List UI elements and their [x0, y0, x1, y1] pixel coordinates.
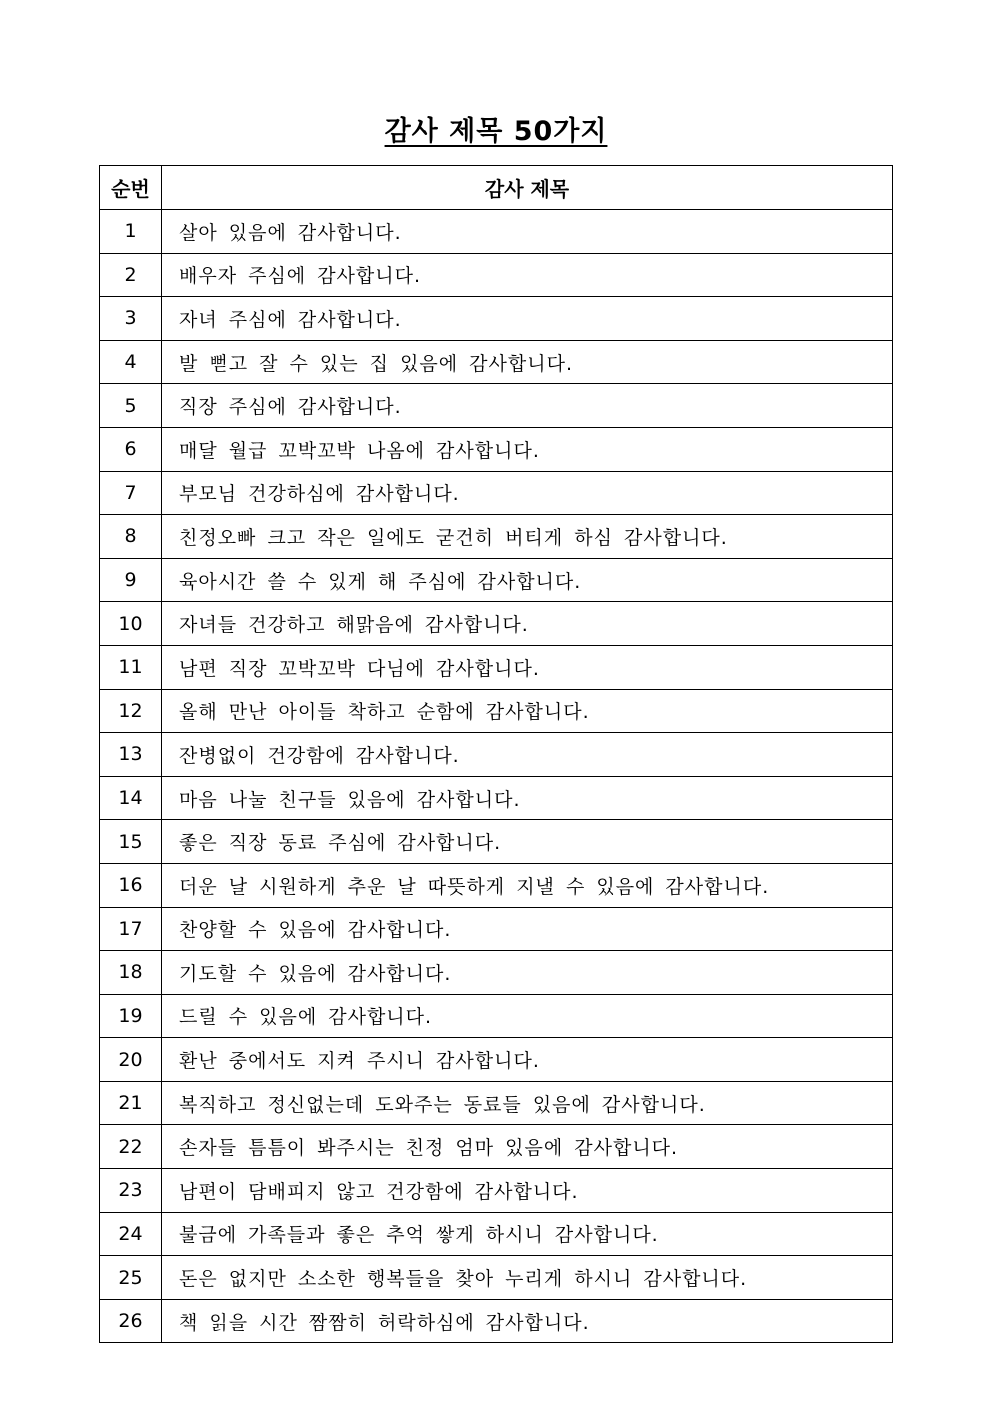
table-row [100, 253, 893, 297]
table-row [100, 1038, 893, 1082]
row-number: 23 [100, 1169, 162, 1213]
table-row [100, 210, 893, 254]
row-number: 9 [100, 558, 162, 602]
table-row [100, 1212, 893, 1256]
row-text: 부모님 건강하심에 감사합니다. [162, 471, 893, 515]
row-number: 11 [100, 645, 162, 689]
row-number: 14 [100, 776, 162, 820]
table-row [100, 1081, 893, 1125]
row-number: 16 [100, 863, 162, 907]
table-row [100, 471, 893, 515]
table-row [100, 820, 893, 864]
row-number: 21 [100, 1081, 162, 1125]
row-number: 24 [100, 1212, 162, 1256]
row-text: 환난 중에서도 지켜 주시니 감사합니다. [162, 1038, 893, 1082]
table-row [100, 297, 893, 341]
row-text: 직장 주심에 감사합니다. [162, 384, 893, 428]
table-row [100, 907, 893, 951]
row-text: 마음 나눌 친구들 있음에 감사합니다. [162, 776, 893, 820]
row-text: 남편 직장 꼬박꼬박 다님에 감사합니다. [162, 645, 893, 689]
table-row [100, 558, 893, 602]
row-number: 2 [100, 253, 162, 297]
row-number: 19 [100, 994, 162, 1038]
document-title-wrapper [0, 112, 992, 152]
table-row [100, 994, 893, 1038]
row-number: 7 [100, 471, 162, 515]
table-header [100, 166, 893, 210]
row-number: 5 [100, 384, 162, 428]
row-text: 발 뻗고 잘 수 있는 집 있음에 감사합니다. [162, 340, 893, 384]
row-number: 6 [100, 427, 162, 471]
row-number: 15 [100, 820, 162, 864]
row-text: 드릴 수 있음에 감사합니다. [162, 994, 893, 1038]
table-row [100, 1299, 893, 1343]
table-row [100, 384, 893, 428]
row-text: 올해 만난 아이들 착하고 순함에 감사합니다. [162, 689, 893, 733]
row-number: 22 [100, 1125, 162, 1169]
row-number: 3 [100, 297, 162, 341]
row-text: 더운 날 시원하게 추운 날 따뜻하게 지낼 수 있음에 감사합니다. [162, 863, 893, 907]
table-row [100, 515, 893, 559]
row-text: 배우자 주심에 감사합니다. [162, 253, 893, 297]
table-body [100, 210, 893, 1343]
row-number: 8 [100, 515, 162, 559]
table-row [100, 951, 893, 995]
row-number: 17 [100, 907, 162, 951]
row-number: 10 [100, 602, 162, 646]
row-text: 육아시간 쓸 수 있게 해 주심에 감사합니다. [162, 558, 893, 602]
row-number: 18 [100, 951, 162, 995]
row-text: 잔병없이 건강함에 감사합니다. [162, 733, 893, 777]
row-number: 4 [100, 340, 162, 384]
header-title: 감사 제목 [162, 166, 893, 210]
row-number: 1 [100, 210, 162, 254]
table-row [100, 427, 893, 471]
gratitude-table [99, 165, 893, 1343]
row-text: 매달 월급 꼬박꼬박 나옴에 감사합니다. [162, 427, 893, 471]
table-row [100, 1125, 893, 1169]
table-row [100, 863, 893, 907]
header-number: 순번 [100, 166, 162, 210]
row-text: 돈은 없지만 소소한 행복들을 찾아 누리게 하시니 감사합니다. [162, 1256, 893, 1300]
row-text: 자녀 주심에 감사합니다. [162, 297, 893, 341]
row-text: 기도할 수 있음에 감사합니다. [162, 951, 893, 995]
row-number: 25 [100, 1256, 162, 1300]
row-number: 26 [100, 1299, 162, 1343]
row-text: 자녀들 건강하고 해맑음에 감사합니다. [162, 602, 893, 646]
row-number: 20 [100, 1038, 162, 1082]
table-row [100, 340, 893, 384]
row-number: 13 [100, 733, 162, 777]
table-row [100, 733, 893, 777]
table-row [100, 1169, 893, 1213]
row-text: 책 읽을 시간 짬짬히 허락하심에 감사합니다. [162, 1299, 893, 1343]
table-row [100, 602, 893, 646]
row-text: 손자들 틈틈이 봐주시는 친정 엄마 있음에 감사합니다. [162, 1125, 893, 1169]
row-text: 살아 있음에 감사합니다. [162, 210, 893, 254]
row-text: 남편이 담배피지 않고 건강함에 감사합니다. [162, 1169, 893, 1213]
row-text: 친정오빠 크고 작은 일에도 굳건히 버티게 하심 감사합니다. [162, 515, 893, 559]
table-row [100, 645, 893, 689]
row-text: 좋은 직장 동료 주심에 감사합니다. [162, 820, 893, 864]
row-text: 불금에 가족들과 좋은 추억 쌓게 하시니 감사합니다. [162, 1212, 893, 1256]
table-row [100, 1256, 893, 1300]
document-title: 감사 제목 50가지 [384, 116, 608, 147]
table-header-row [100, 166, 893, 210]
table-row [100, 689, 893, 733]
row-number: 12 [100, 689, 162, 733]
row-text: 찬양할 수 있음에 감사합니다. [162, 907, 893, 951]
row-text: 복직하고 정신없는데 도와주는 동료들 있음에 감사합니다. [162, 1081, 893, 1125]
table-row [100, 776, 893, 820]
